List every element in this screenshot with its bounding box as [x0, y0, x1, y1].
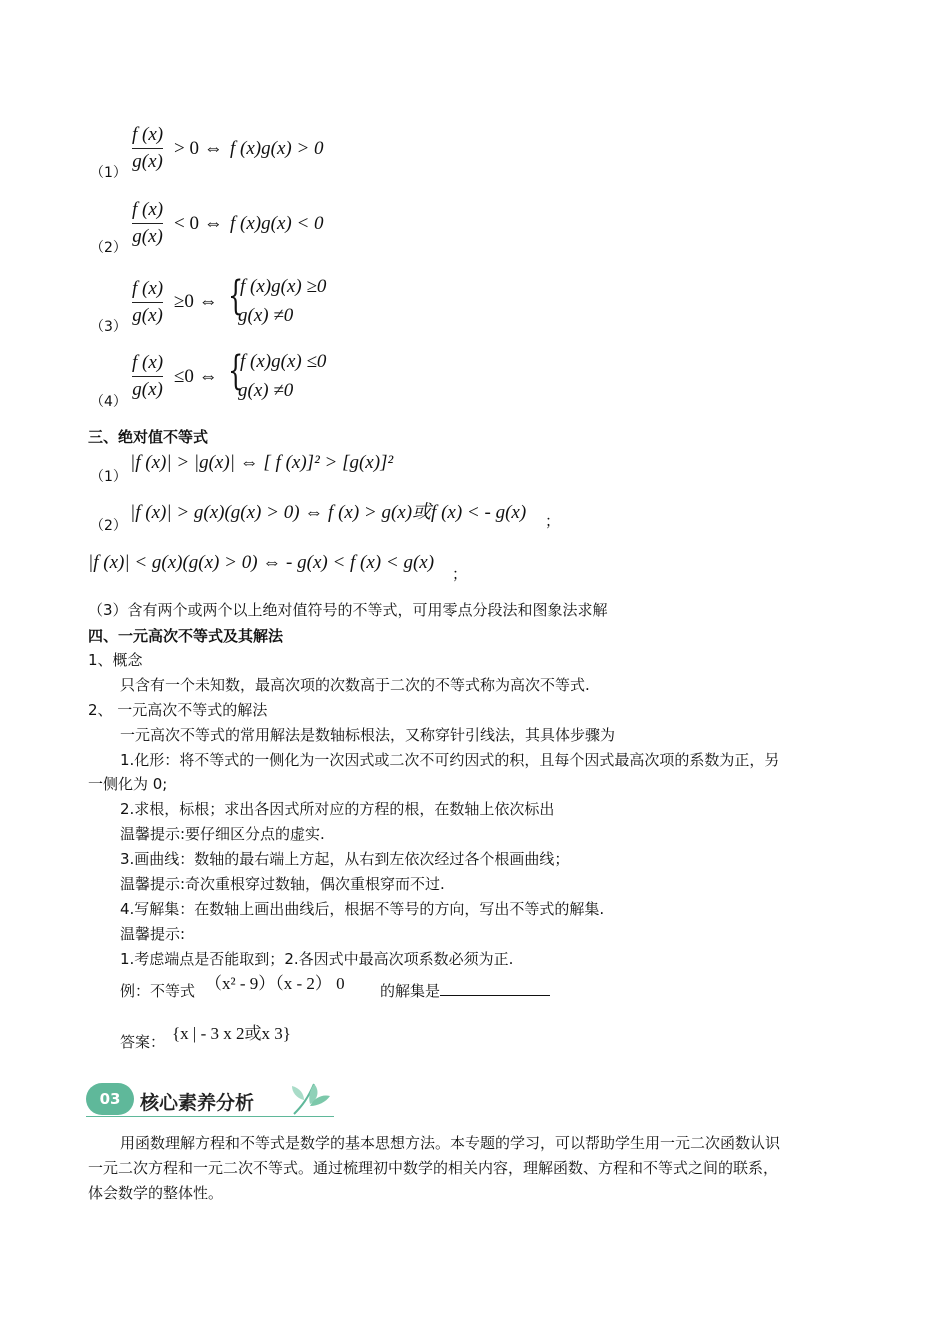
relation: < 0 ⇔ — [174, 213, 223, 234]
item-3-text: （3）含有两个或两个以上绝对值符号的不等式，可用零点分段法和图象法求解 — [88, 601, 608, 619]
section-heading: 三、绝对值不等式 — [88, 428, 209, 446]
section-underline — [86, 1116, 334, 1117]
tip-3-text: 1.考虑端点是否能取到；2.各因式中最高次项系数必须为正. — [120, 950, 514, 968]
fraction — [132, 199, 163, 248]
relation: ≤0 ⇔ — [174, 366, 218, 387]
numerator: f (x) — [132, 199, 164, 220]
step-3: 3.画曲线：数轴的最右端上方起，从右到左依次经过各个根画曲线； — [120, 850, 570, 868]
section-title: 核心素养分析 — [140, 1092, 255, 1114]
denominator: g(x) — [132, 305, 163, 326]
core-paragraph-line-3: 体会数学的整体性。 — [88, 1184, 224, 1202]
example-formula: （x² - 9）（x - 2） 0 — [205, 974, 345, 993]
system-line-2: g(x) ≠0 — [238, 380, 294, 401]
equivalent-form: f (x)g(x) < 0 — [230, 213, 324, 234]
rule-label: （2） — [90, 240, 127, 256]
fraction — [132, 352, 163, 401]
tip-1: 温馨提示:要仔细区分点的虚实. — [120, 825, 325, 843]
rule-label: （1） — [90, 165, 127, 181]
sub-heading-concept: 1、概念 — [88, 651, 143, 669]
rule-label: （3） — [90, 319, 127, 335]
left-brace: { — [228, 348, 244, 394]
step-2: 2.求根，标根；求出各因式所对应的方程的根，在数轴上依次标出 — [120, 800, 555, 818]
punctuation: ； — [545, 512, 561, 530]
item-label: （1） — [90, 469, 127, 485]
answer-formula: {x | - 3 x 2或x 3} — [172, 1024, 291, 1043]
leaf-icon — [288, 1080, 332, 1116]
core-paragraph-line-1: 用函数理解方程和不等式是数学的基本思想方法。本专题的学习，可以帮助学生用一元二次函数认识 — [120, 1134, 781, 1152]
system-line-1: f (x)g(x) ≥0 — [240, 276, 327, 297]
example-suffix-wrap — [380, 980, 550, 1002]
numerator: f (x) — [132, 124, 164, 145]
abs-formula-2: |f (x)| > g(x)(g(x) > 0) ⇔ f (x) > g(x)或f (x) < - g(x) — [130, 502, 527, 523]
answer-blank — [440, 981, 550, 996]
item-label: （2） — [90, 518, 127, 534]
denominator: g(x) — [132, 379, 163, 400]
denominator: g(x) — [132, 151, 163, 172]
concept-text: 只含有一个未知数，最高次项的次数高于二次的不等式称为高次不等式. — [120, 676, 590, 694]
system-line-2: g(x) ≠0 — [238, 305, 294, 326]
numerator: f (x) — [132, 352, 164, 373]
rule-label: （4） — [90, 394, 127, 410]
punctuation: ； — [452, 565, 468, 583]
denominator: g(x) — [132, 226, 163, 247]
step-1-cont: 一侧化为 0; — [88, 775, 168, 793]
method-intro: 一元高次不等式的常用解法是数轴标根法，又称穿针引线法，其具体步骤为 — [120, 726, 616, 744]
tip-2: 温馨提示:奇次重根穿过数轴，偶次重根穿而不过. — [120, 875, 445, 893]
step-4: 4.写解集：在数轴上画出曲线后，根据不等号的方向，写出不等式的解集. — [120, 900, 605, 918]
example-suffix: 的解集是 — [380, 982, 441, 1000]
tip-3: 温馨提示: — [120, 925, 186, 943]
sub-heading-method: 2、 一元高次不等式的解法 — [88, 701, 268, 719]
section-heading: 四、一元高次不等式及其解法 — [88, 627, 284, 645]
left-brace: { — [228, 273, 244, 319]
step-1: 1.化形：将不等式的一侧化为一次因式或二次不可约因式的积，且每个因式最高次项的系数为正，另 — [120, 751, 780, 769]
relation: ≥0 ⇔ — [174, 291, 218, 312]
fraction — [132, 278, 163, 327]
relation: > 0 ⇔ — [174, 138, 223, 159]
system-line-1: f (x)g(x) ≤0 — [240, 351, 327, 372]
example-line — [120, 980, 195, 1002]
abs-formula-3: |f (x)| < g(x)(g(x) > 0) ⇔ - g(x) < f (x) < g(x) — [88, 552, 435, 573]
section-badge: 03 — [86, 1083, 134, 1115]
core-paragraph-line-2: 一元二次方程和一元二次不等式。通过梳理初中数学的相关内容，理解函数、方程和不等式之间的联系， — [88, 1159, 779, 1177]
example-prefix: 例：不等式 — [120, 982, 196, 1000]
abs-formula-1: |f (x)| > |g(x)| ⇔ [ f (x)]² > [g(x)]² — [130, 452, 394, 473]
answer-prefix: 答案： — [120, 1033, 166, 1051]
fraction — [132, 124, 163, 173]
numerator: f (x) — [132, 278, 164, 299]
equivalent-form: f (x)g(x) > 0 — [230, 138, 324, 159]
